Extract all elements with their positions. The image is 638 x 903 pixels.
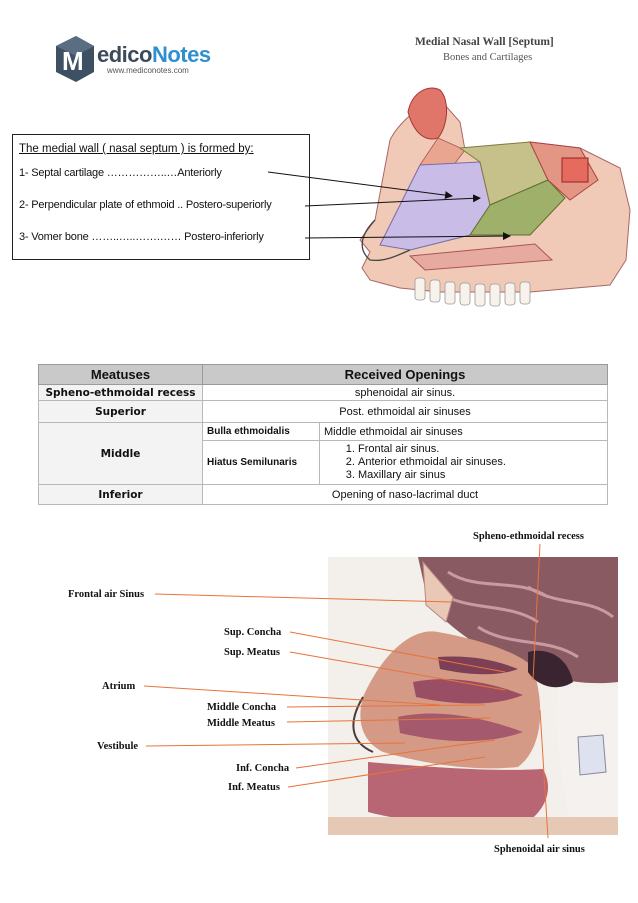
row-value-superior: Post. ethmoidal air sinuses [203,401,608,423]
row-label-middle: Middle [39,423,203,485]
hiatus-item: 3. Maxillary air sinus [358,469,603,482]
arrow-vomer [305,236,510,238]
label-spheno-ethmoidal-recess: Spheno-ethmoidal recess [473,531,584,542]
hiatus-item: 2. Anterior ethmoidal air sinuses. [358,456,603,469]
septum-item-cartilage: 1- Septal cartilage ……………..…Anteriorly [19,167,222,179]
row-label-inferior: Inferior [39,485,203,505]
figure-title: Medial Nasal Wall [Septum] [415,36,554,48]
logo-url: www.mediconotes.com [107,66,189,75]
row-value-spheno: sphenoidal air sinus. [203,385,608,401]
label-sphenoidal-sinus: Sphenoidal air sinus [494,844,585,855]
row-label-superior: Superior [39,401,203,423]
label-inf-meatus: Inf. Meatus [228,782,280,793]
figure-subtitle: Bones and Cartilages [443,52,533,63]
arrow-ethmoid [305,198,480,206]
row-value-inferior: Opening of naso-lacrimal duct [203,485,608,505]
meatuses-table [38,364,608,505]
label-middle-concha: Middle Concha [207,702,277,713]
hiatus-item: 1. Frontal air sinus. [358,443,603,456]
label-frontal-sinus: Frontal air Sinus [68,589,145,600]
septum-heading: The medial wall ( nasal septum ) is formed by: [19,143,254,155]
logo-brand-suffix: Notes [151,42,211,67]
sagittal-section-drawing [328,557,618,835]
septum-item-ethmoid: 2- Perpendicular plate of ethmoid .. Postero-superiorly [19,199,272,211]
label-inf-concha: Inf. Concha [236,763,290,774]
table-row [39,401,608,423]
label-sup-meatus: Sup. Meatus [224,647,281,658]
row-label-spheno: Spheno-ethmoidal recess [39,385,203,401]
bulla-value: Middle ethmoidal air sinuses [320,423,608,441]
table-row [39,385,608,401]
table-header-meatuses: Meatuses [39,365,203,385]
label-sup-concha: Sup. Concha [224,627,282,638]
hiatus-label: Hiatus Semilunaris [203,441,320,485]
label-atrium: Atrium [102,681,136,692]
table-row [39,485,608,505]
table-header-openings: Received Openings [203,365,608,385]
logo-letter: M [62,46,84,76]
arrow-cartilage [268,172,452,196]
septum-item-vomer: 3- Vomer bone ……..…..…….…… Postero-inferiorly [19,231,264,243]
sagittal-section-photo [328,557,618,835]
logo-brand-main: edico [97,42,152,67]
label-middle-meatus: Middle Meatus [207,718,275,729]
table-row [39,423,608,441]
bulla-label: Bulla ethmoidalis [203,423,320,441]
label-vestibule: Vestibule [97,741,139,752]
hiatus-values [320,441,608,485]
